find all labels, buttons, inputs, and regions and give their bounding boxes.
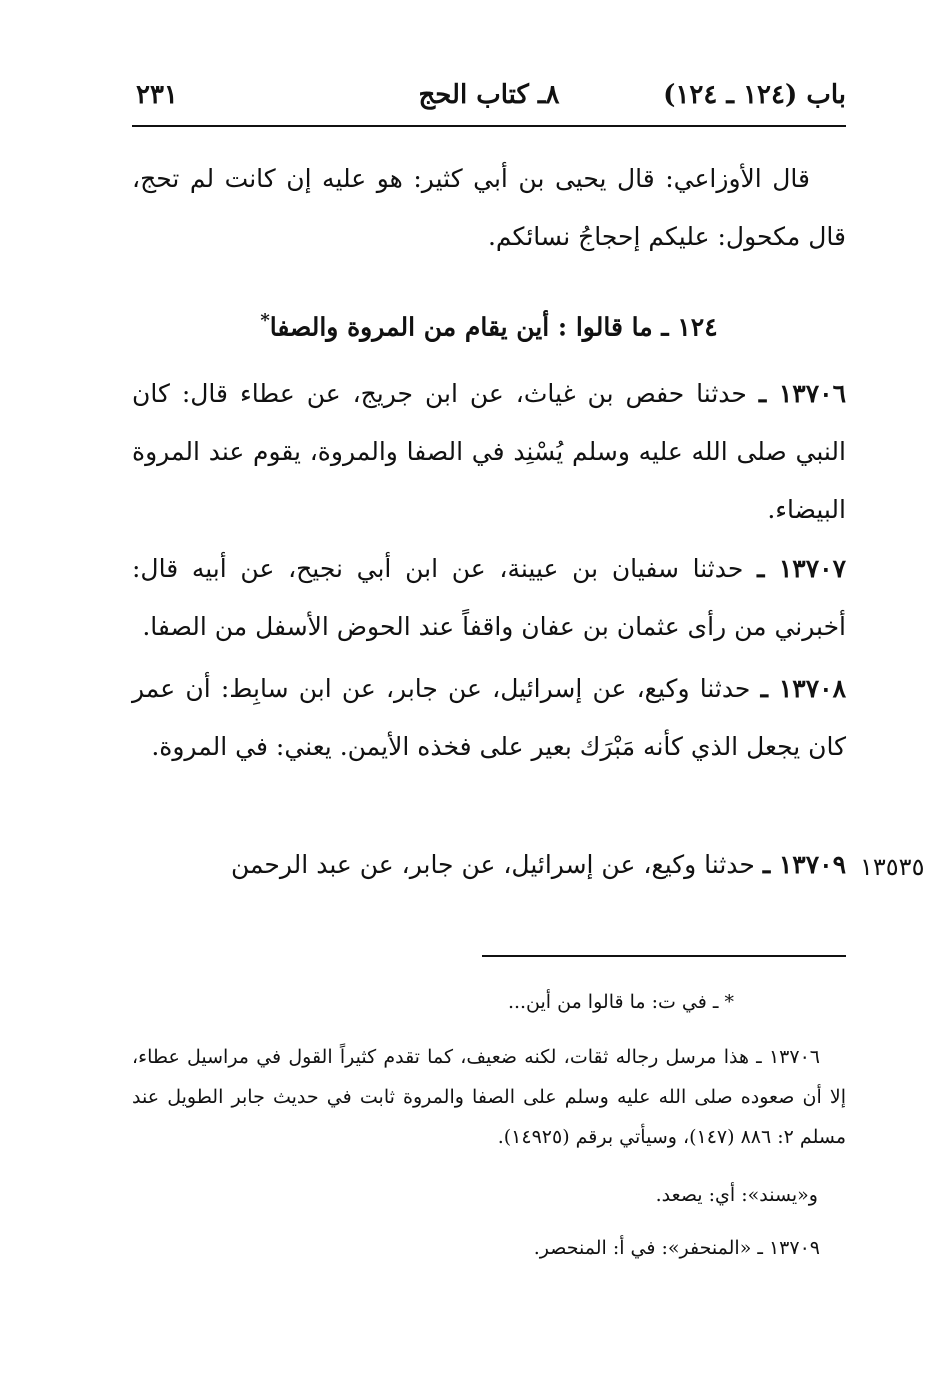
page-header — [132, 80, 846, 120]
hadith-number: ١٣٧٠٨ ـ — [760, 674, 847, 703]
hadith-number: ١٣٧٠٧ ـ — [757, 554, 846, 583]
hadith-text: حدثنا سفيان بن عيينة، عن ابن أبي نجيح، عن أبيه قال: أخبرني من رأى عثمان بن عفان واقفاً عند الحوض الأسفل من الصفا. — [132, 554, 846, 641]
footnote-star: * ـ في ت: ما قالوا من أين... — [507, 991, 734, 1013]
book-title: ٨ـ كتاب الحج — [418, 80, 560, 110]
footnote-13709: ١٣٧٠٩ ـ «المنحفر»: في أ: المنحصر. — [533, 1237, 820, 1259]
section-heading — [132, 296, 846, 352]
hadith-13706 — [132, 365, 846, 539]
section-heading-text: ١٢٤ ـ ما قالوا : أين يقام من المروة والصفا — [269, 312, 718, 342]
hadith-text: حدثنا وكيع، عن إسرائيل، عن جابر، عن عبد الرحمن — [230, 850, 755, 879]
footnote-yusnid: و«يسند»: أي: يصعد. — [655, 1184, 818, 1206]
hadith-text: حدثنا وكيع، عن إسرائيل، عن جابر، عن ابن سابِط: أن عمر كان يجعل الذي كأنه مَبْرَك بعير على فخذه الأيمن. يعني: في المروة. — [132, 674, 846, 761]
hadith-13708 — [132, 660, 846, 776]
chapter-range: باب (١٢٤ ـ ١٢٤) — [663, 80, 846, 110]
hadith-number: ١٣٧٠٩ ـ — [762, 850, 846, 879]
hadith-number: ١٣٧٠٦ ـ — [758, 379, 847, 408]
intro-paragraph — [132, 150, 846, 266]
intro-text: قال الأوزاعي: قال يحيى بن أبي كثير: هو عليه إن كانت لم تحج، قال مكحول: عليكم إحجاجُ نسائكم. — [132, 164, 846, 251]
footnote-13706: ١٣٧٠٦ ـ هذا مرسل رجاله ثقات، لكنه ضعيف، كما تقدم كثيراً القول في مراسيل عطاء، إلا أن صعوده صلى الله عليه وسلم على الصفا والمروة ثابت في حديث جابر الطويل عند مسلم ٢: ٨٨٦ (١٤٧)، وسيأتي برقم (١٤٩٢٥). — [132, 1046, 846, 1148]
hadith-13707 — [132, 540, 846, 656]
hadith-13709 — [132, 836, 846, 894]
page-number: ٢٣١ — [136, 80, 178, 110]
margin-number: ١٣٥٣٥ — [860, 853, 925, 881]
header-rule — [132, 125, 846, 127]
section-heading-marker: * — [260, 310, 270, 331]
footnote-rule — [482, 955, 846, 957]
hadith-text: حدثنا حفص بن غياث، عن ابن جريج، عن عطاء قال: كان النبي صلى الله عليه وسلم يُسْنِد في الصفا والمروة، يقوم عند المروة البيضاء. — [132, 379, 847, 524]
